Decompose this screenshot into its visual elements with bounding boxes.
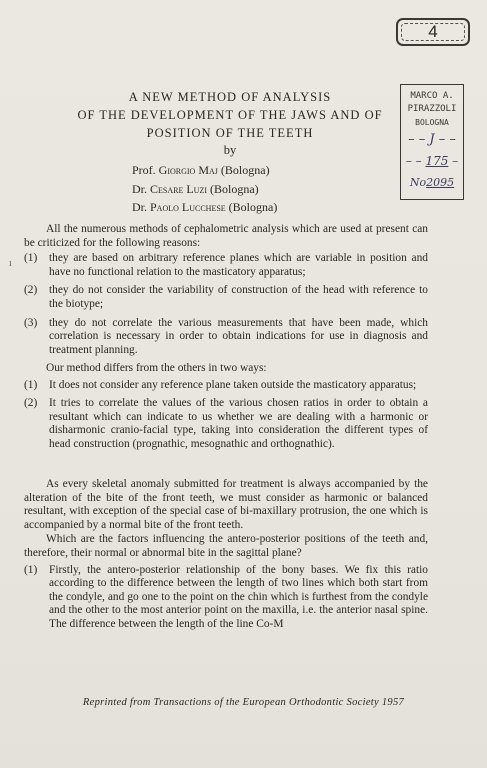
differs-paragraph: Our method differs from the others in two ways:	[46, 362, 267, 374]
stamp-handwritten-3: No2095	[409, 176, 455, 189]
way-item-2: (2) It tries to correlate the values of the various chosen ratios in order to obtain a resultant which can indicate to us whether we are dealing with a harmonic or disharmonic cranio-facial type, taking into consideration the different types of head construction (prognathic, mesognathic and orthognathic).	[24, 397, 428, 450]
author-1: Prof. Giorgio Maj (Bologna)	[132, 163, 270, 177]
stamp-line-3: BOLOGNA	[415, 118, 449, 127]
criticism-item-3: (3) they do not correlate the various measurements that have been made, which correlation is necessary in order to obtain indications for use in diagnosis and treatment planning.	[24, 316, 428, 356]
differs-section	[24, 362, 428, 452]
intro-paragraph: All the numerous methods of cephalometric analysis which are used at present can be criticized for the following reasons:	[24, 223, 428, 249]
margin-mark: ı	[9, 258, 12, 269]
criticism-item-1: (1) they are based on arbitrary reference planes which are variable in position and have no functional relation to the masticatory apparatus;	[24, 252, 428, 278]
stamp-line-2: PIRAZZOLI	[407, 104, 457, 114]
way-item-1: (1) It does not consider any reference plane taken outside the masticatory apparatus;	[24, 378, 417, 391]
stamp-handwritten-2: – – 175 –	[405, 154, 459, 168]
author-3: Dr. Paolo Lucchese (Bologna)	[132, 200, 278, 214]
factor-item-1: (1) Firstly, the antero-posterior relationship of the bony bases. We fix this ratio according to the difference between the length of two lines which both start from the condyle, and go one to the point on the chin which is furthest from the condyle and the other to the most anterior point on the maxilla, i.e. the anterior nasal spine. The difference between the length of the line Co-M	[24, 563, 428, 630]
author-2: Dr. Cesare Luzi (Bologna)	[132, 182, 259, 196]
question-paragraph: Which are the factors influencing the antero-posterior positions of the teeth and, therefore, their normal or abnormal bite in the sagittal plane?	[24, 533, 428, 559]
by-line: by	[223, 143, 237, 157]
page-number: 4	[428, 22, 438, 41]
title-line-2: OF THE DEVELOPMENT OF THE JAWS AND OF	[77, 108, 383, 122]
reprint-footer: Reprinted from Transactions of the European Orthodontic Society 1957	[82, 697, 405, 708]
criticism-item-2: (2) they do not consider the variability of construction of the head with reference to the biotype;	[24, 284, 428, 310]
page-number-tag	[396, 18, 470, 46]
stamp-handwritten-1: – – J – –	[408, 132, 456, 147]
title-line-1: A NEW METHOD OF ANALYSIS	[128, 90, 332, 104]
stamp-line-1: MARCO A.	[410, 91, 454, 101]
criticism-section	[24, 223, 428, 357]
anomaly-paragraph: As every skeletal anomaly submitted for treatment is always accompanied by the alteration of the bite of the front teeth, we must consider as harmonic or balanced resultant, with exception of the special case of bi-maxillary protrusion, the one which is accompanied by a normal bite of the front teeth.	[24, 478, 428, 531]
title-line-3: POSITION OF THE TEETH	[146, 126, 314, 140]
anomaly-section	[24, 478, 428, 632]
